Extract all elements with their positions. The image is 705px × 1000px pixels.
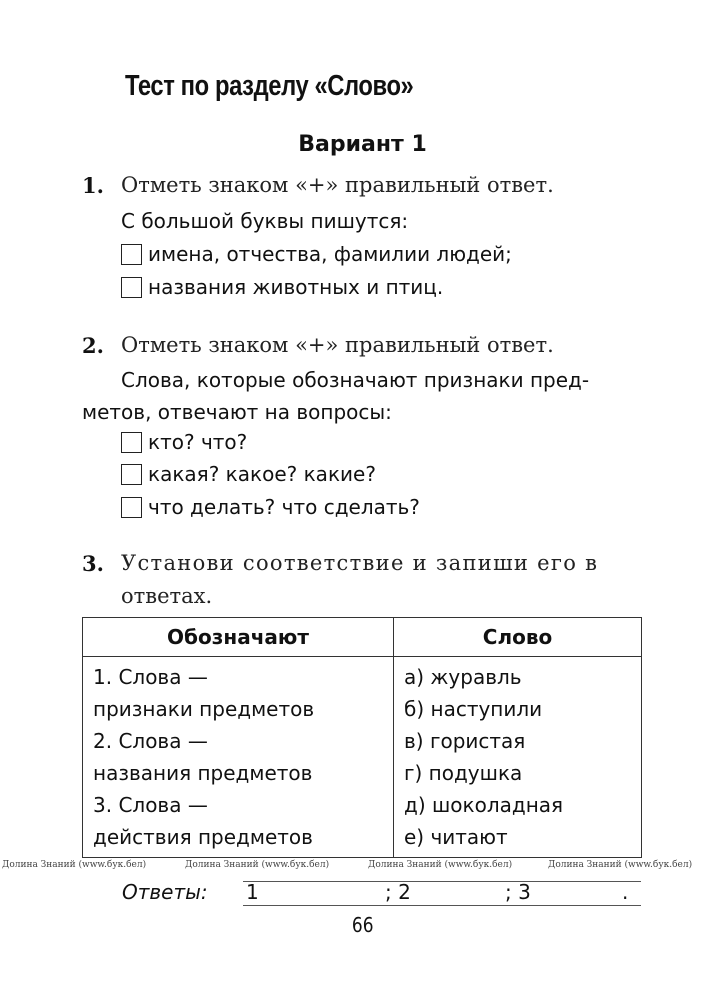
question-instruction: ответах.	[121, 584, 213, 608]
page-title: Тест по разделу «Слово»	[125, 70, 414, 102]
watermark: Долина Знаний (www.бук.бел)	[2, 860, 147, 870]
cell-text: признаки предметов	[93, 697, 315, 721]
option-label: какая? какое? какие?	[148, 462, 376, 486]
answer-end: .	[622, 880, 629, 904]
watermark: Долина Знаний (www.бук.бел)	[548, 860, 693, 870]
cell-text: действия предметов	[93, 825, 313, 849]
cell-text: 1. Слова —	[93, 665, 208, 689]
answer-3-label: ; 3	[505, 880, 531, 904]
matching-table	[82, 617, 642, 858]
cell-text: г) подушка	[404, 761, 523, 785]
question-instruction: Отметь знаком «+» правильный ответ.	[121, 173, 554, 197]
column-header: Обозначают	[83, 618, 394, 657]
question-number: 1.	[82, 173, 104, 198]
answers-label: Ответы:	[122, 880, 208, 904]
question-prompt: Слова, которые обозначают признаки пред-	[121, 368, 590, 392]
meaning-cell	[83, 657, 394, 858]
question-instruction: Установи соответствие и запиши его в	[121, 551, 599, 575]
answer-2-label: ; 2	[385, 880, 411, 904]
cell-text: названия предметов	[93, 761, 313, 785]
watermark: Долина Знаний (www.бук.бел)	[185, 860, 330, 870]
checkbox[interactable]	[121, 464, 142, 485]
question-number: 2.	[82, 333, 104, 358]
column-header: Слово	[394, 618, 642, 657]
checkbox[interactable]	[121, 244, 142, 265]
option-label: кто? что?	[148, 430, 248, 454]
cell-text: 2. Слова —	[93, 729, 208, 753]
cell-text: в) гористая	[404, 729, 526, 753]
option-label: названия животных и птиц.	[148, 275, 444, 299]
cell-text: б) наступили	[404, 697, 543, 721]
cell-text: д) шоколадная	[404, 793, 564, 817]
checkbox[interactable]	[121, 432, 142, 453]
question-instruction: Отметь знаком «+» правильный ответ.	[121, 333, 554, 357]
page-number: 66	[351, 913, 374, 937]
option-label: что делать? что сделать?	[148, 495, 420, 519]
answer-line[interactable]	[243, 905, 641, 906]
question-prompt: метов, отвечают на вопросы:	[82, 400, 392, 424]
word-cell	[394, 657, 642, 858]
option-label: имена, отчества, фамилии людей;	[148, 242, 512, 266]
answer-1-label: 1	[246, 880, 259, 904]
checkbox[interactable]	[121, 497, 142, 518]
checkbox[interactable]	[121, 277, 142, 298]
answer-line-top	[243, 881, 641, 882]
watermark: Долина Знаний (www.бук.бел)	[368, 860, 513, 870]
question-number: 3.	[82, 551, 104, 576]
question-prompt: С большой буквы пишутся:	[121, 209, 409, 233]
cell-text: 3. Слова —	[93, 793, 208, 817]
cell-text: а) журавль	[404, 665, 522, 689]
cell-text: е) читают	[404, 825, 508, 849]
variant-heading: Вариант 1	[298, 132, 427, 157]
